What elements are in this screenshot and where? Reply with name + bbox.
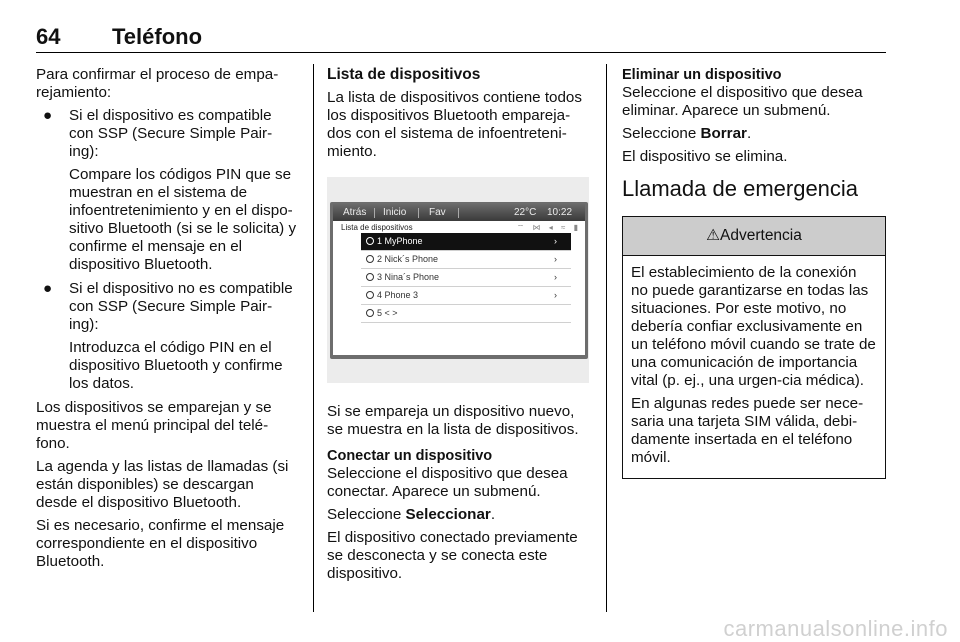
delete-result: El dispositivo se elimina. xyxy=(622,148,788,165)
warning-triangle-icon: ⚠ xyxy=(706,227,721,244)
radio-icon xyxy=(366,309,374,317)
device-list-intro: La lista de dispositivos contiene todos los dispositivos Bluetooth empareja-dos con el sistema de infoentreteni-miento. xyxy=(327,89,582,160)
column-3 xyxy=(622,66,886,479)
connect-result: El dispositivo conectado previamente se desconecta y se conecta este dispositivo. xyxy=(327,529,578,582)
bullet-lead: Si el dispositivo es compatible con SSP (Secure Simple Pair-ing): xyxy=(69,107,273,160)
device-label: 1 MyPhone xyxy=(377,236,423,246)
column-divider-1 xyxy=(313,64,314,612)
screen-time: 10:22 xyxy=(547,207,573,218)
screen-top-bar xyxy=(333,204,585,221)
chevron-right-icon: › xyxy=(554,272,557,282)
device-list-screenshot xyxy=(327,177,589,383)
screen-fav-button[interactable]: Fav xyxy=(429,207,446,218)
device-label: 3 Nina´s Phone xyxy=(377,272,440,282)
screen-back-button[interactable]: Atrás xyxy=(343,207,367,218)
confirm-text: Si es necesario, confirme el mensaje correspondiente en el dispositivo Bluetooth. xyxy=(36,517,285,570)
select-suffix: . xyxy=(490,506,496,523)
device-row[interactable] xyxy=(361,233,571,251)
delete-keyword: Borrar xyxy=(700,125,747,142)
new-device-text: Si se empareja un dispositivo nuevo, se muestra en la lista de dispositivos. xyxy=(327,403,579,438)
column-2 xyxy=(327,66,592,588)
page-title: Teléfono xyxy=(112,24,203,49)
separator xyxy=(418,208,419,218)
screen-home-button[interactable]: Inicio xyxy=(383,207,407,218)
chevron-right-icon: › xyxy=(554,254,557,264)
status-icons: ⌔ ⋈ ◂ ≈ ▮ xyxy=(516,223,581,232)
radio-icon xyxy=(366,255,374,263)
radio-icon xyxy=(366,273,374,281)
download-text: La agenda y las listas de llamadas (si están disponibles) se descargan desde el dispositivo Bluetooth. xyxy=(36,458,289,511)
bullet-detail: Compare los códigos PIN que se muestran en el sistema de infoentretenimiento y en el dispo-sitivo Bluetooth (si se le solicita) y confirme el mensaje en el dispositivo Bluetooth. xyxy=(69,166,297,273)
bullet-no-ssp xyxy=(36,280,298,393)
delete-heading: Eliminar un dispositivo xyxy=(622,67,782,83)
bullet-detail: Introduzca el código PIN en el dispositivo Bluetooth y confirme los datos. xyxy=(69,339,283,392)
device-label: 4 Phone 3 xyxy=(377,290,419,300)
radio-icon xyxy=(366,291,374,299)
screen-list-title: Lista de dispositivos xyxy=(341,223,413,232)
warning-paragraph-2: En algunas redes puede ser nece-saria una tarjeta SIM válida, debi-damente insertada en el teléfono móvil. xyxy=(631,395,864,466)
separator xyxy=(458,208,459,218)
delete-suffix: . xyxy=(746,125,752,142)
warning-title: Advertencia xyxy=(720,227,802,244)
warning-paragraph-1: El establecimiento de la conexión no puede garantizarse en todas las situaciones. Por este motivo, no debería confiar exclusivamente en un teléfono móvil cuando se trate de una comunicación de importancia vital (p. ej., una urgen-cia médica). xyxy=(631,264,876,389)
watermark: carmanualsonline.info xyxy=(723,616,948,641)
separator xyxy=(374,208,375,218)
warning-box xyxy=(622,216,886,479)
bullet-dot: ● xyxy=(43,107,53,124)
chevron-right-icon: › xyxy=(554,290,557,300)
screen-temperature: 22°C xyxy=(514,207,537,218)
select-keyword: Seleccionar xyxy=(405,506,491,523)
warning-header xyxy=(623,217,885,256)
column-1 xyxy=(36,66,298,576)
connect-select-line xyxy=(327,506,592,524)
connect-text: Seleccione el dispositivo que desea conectar. Aparece un submenú. xyxy=(327,465,568,500)
warning-body xyxy=(623,256,885,478)
column-divider-2 xyxy=(606,64,607,612)
delete-text: Seleccione el dispositivo que desea eliminar. Aparece un submenú. xyxy=(622,84,863,119)
radio-icon xyxy=(366,237,374,245)
paired-text: Los dispositivos se emparejan y se muestra el menú principal del telé-fono. xyxy=(36,399,272,452)
pairing-intro: Para confirmar el proceso de empa-rejamiento: xyxy=(36,66,279,101)
device-row[interactable] xyxy=(361,287,571,305)
device-row[interactable] xyxy=(361,251,571,269)
device-label: 2 Nick´s Phone xyxy=(377,254,439,264)
chevron-right-icon: › xyxy=(554,236,557,246)
delete-select-line xyxy=(622,125,886,143)
device-label: 5 < > xyxy=(377,308,398,318)
bullet-dot: ● xyxy=(43,280,53,297)
delete-prefix: Seleccione xyxy=(622,125,701,142)
device-row[interactable] xyxy=(361,269,571,287)
page-number: 64 xyxy=(36,24,61,49)
device-row[interactable] xyxy=(361,305,571,323)
device-list-heading: Lista de dispositivos xyxy=(327,66,481,83)
connect-heading: Conectar un dispositivo xyxy=(327,448,493,464)
screen-device-list xyxy=(361,233,571,323)
emergency-heading: Llamada de emergencia xyxy=(622,176,859,201)
bullet-lead: Si el dispositivo no es compatible con SSP (Secure Simple Pair-ing): xyxy=(69,280,293,333)
bullet-ssp xyxy=(36,107,298,274)
header-rule xyxy=(36,52,886,53)
pairing-bullets xyxy=(36,107,298,393)
select-prefix: Seleccione xyxy=(327,506,406,523)
